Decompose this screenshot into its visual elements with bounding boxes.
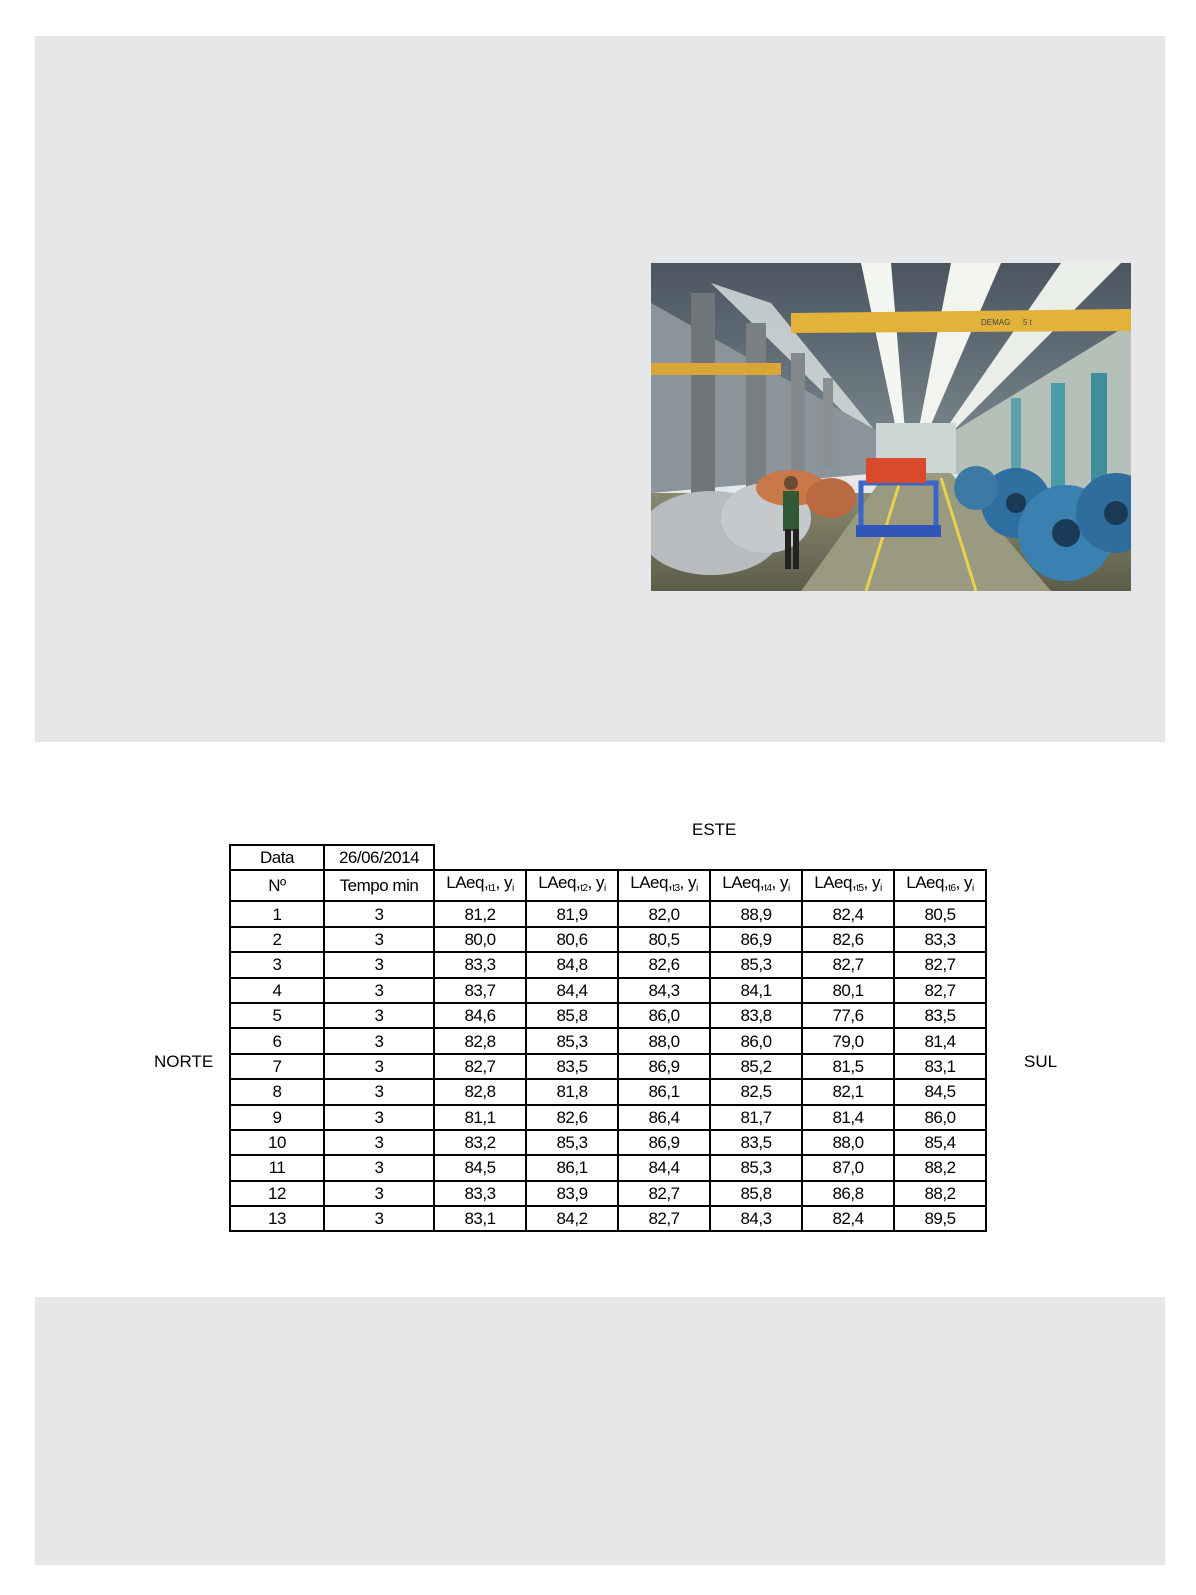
laeq-value-cell: 85,3 [710,1155,802,1180]
col-header-laeq-sub-t: t4 [764,883,772,895]
col-header-laeq-base: LAeq, [446,873,489,893]
laeq-value-cell: 83,5 [526,1054,618,1079]
laeq-value-cell: 85,8 [526,1003,618,1028]
laeq-value-cell: 86,9 [618,1130,710,1155]
laeq-value-cell: 88,2 [894,1155,986,1180]
laeq-value-cell: 84,5 [434,1155,526,1180]
row-number-cell: 10 [230,1130,324,1155]
row-number-cell: 11 [230,1155,324,1180]
table-row [230,1206,986,1231]
col-header-laeq-sub-t: t5 [856,883,864,895]
laeq-value-cell: 80,1 [802,978,894,1003]
laeq-value-cell: 86,1 [526,1155,618,1180]
laeq-value-cell: 83,2 [434,1130,526,1155]
col-header-laeq-y: , y [679,873,696,893]
time-cell: 3 [324,1054,434,1079]
col-header-laeq-y: , y [587,873,604,893]
laeq-value-cell: 83,9 [526,1181,618,1206]
col-header-laeq-y: , y [955,873,972,893]
table-row [230,952,986,977]
laeq-value-cell: 80,0 [434,927,526,952]
col-header-laeq-y: , y [863,873,880,893]
laeq-value-cell: 80,6 [526,927,618,952]
laeq-value-cell: 82,6 [526,1105,618,1130]
laeq-value-cell: 80,5 [618,927,710,952]
laeq-value-cell: 81,2 [434,901,526,926]
col-header-laeq-y: , y [495,873,512,893]
laeq-value-cell: 83,8 [710,1003,802,1028]
row-number-cell: 6 [230,1028,324,1053]
laeq-value-cell: 85,3 [526,1028,618,1053]
laeq-value-cell: 82,6 [618,952,710,977]
laeq-value-cell: 86,8 [802,1181,894,1206]
table-row [230,1028,986,1053]
date-row [230,845,986,870]
table-row [230,1003,986,1028]
time-cell: 3 [324,952,434,977]
noise-measurements-table [229,844,987,1232]
col-header-laeq-sub-i: i [604,883,606,895]
laeq-value-cell: 84,5 [894,1079,986,1104]
time-cell: 3 [324,1079,434,1104]
col-header-time: Tempo min [324,870,434,901]
laeq-value-cell: 86,1 [618,1079,710,1104]
date-value-cell: 26/06/2014 [324,845,434,870]
laeq-value-cell: 85,2 [710,1054,802,1079]
time-cell: 3 [324,1105,434,1130]
col-header-laeq-sub-i: i [880,883,882,895]
laeq-value-cell: 82,6 [802,927,894,952]
col-header-laeq-sub-i: i [788,883,790,895]
table-row [230,927,986,952]
laeq-value-cell: 86,9 [618,1054,710,1079]
col-header-laeq-sub-t: t3 [672,883,680,895]
date-label-cell: Data [230,845,324,870]
row-number-cell: 9 [230,1105,324,1130]
laeq-value-cell: 85,8 [710,1181,802,1206]
laeq-value-cell: 84,6 [434,1003,526,1028]
laeq-value-cell: 82,7 [802,952,894,977]
col-header-laeq-2 [526,870,618,901]
laeq-value-cell: 88,0 [802,1130,894,1155]
laeq-value-cell: 82,4 [802,901,894,926]
time-cell: 3 [324,1028,434,1053]
col-header-laeq-sub-t: t2 [580,883,588,895]
laeq-value-cell: 87,0 [802,1155,894,1180]
laeq-value-cell: 86,0 [618,1003,710,1028]
laeq-value-cell: 82,7 [894,952,986,977]
time-cell: 3 [324,901,434,926]
este-label: ESTE [692,820,737,839]
col-header-laeq-sub-t: t1 [488,883,496,895]
col-header-laeq-5 [802,870,894,901]
time-cell: 3 [324,978,434,1003]
laeq-value-cell: 85,3 [710,952,802,977]
col-header-laeq-sub-t: t6 [948,883,956,895]
laeq-value-cell: 82,8 [434,1028,526,1053]
row-number-cell: 8 [230,1079,324,1104]
row-number-cell: 7 [230,1054,324,1079]
laeq-value-cell: 79,0 [802,1028,894,1053]
blank-cell [434,845,986,870]
col-header-laeq-sub-i: i [972,883,974,895]
laeq-value-cell: 82,5 [710,1079,802,1104]
laeq-value-cell: 84,1 [710,978,802,1003]
laeq-value-cell: 81,4 [894,1028,986,1053]
bottom-gray-panel [35,1297,1165,1565]
laeq-value-cell: 82,7 [894,978,986,1003]
laeq-value-cell: 83,7 [434,978,526,1003]
row-number-cell: 2 [230,927,324,952]
col-header-laeq-3 [618,870,710,901]
laeq-value-cell: 83,3 [434,1181,526,1206]
crane-capacity-label: 5 t [1023,318,1032,327]
laeq-value-cell: 80,5 [894,901,986,926]
time-cell: 3 [324,1181,434,1206]
table-row [230,1054,986,1079]
row-number-cell: 4 [230,978,324,1003]
col-header-laeq-sub-i: i [696,883,698,895]
laeq-value-cell: 86,0 [894,1105,986,1130]
laeq-value-cell: 81,4 [802,1105,894,1130]
row-number-cell: 3 [230,952,324,977]
laeq-value-cell: 84,3 [618,978,710,1003]
col-header-laeq-y: , y [771,873,788,893]
row-number-cell: 1 [230,901,324,926]
laeq-value-cell: 88,2 [894,1181,986,1206]
col-header-laeq-base: LAeq, [538,873,581,893]
laeq-value-cell: 82,8 [434,1079,526,1104]
laeq-value-cell: 83,5 [894,1003,986,1028]
row-number-cell: 13 [230,1206,324,1231]
laeq-value-cell: 82,0 [618,901,710,926]
time-cell: 3 [324,1130,434,1155]
laeq-value-cell: 82,7 [434,1054,526,1079]
laeq-value-cell: 83,5 [710,1130,802,1155]
laeq-value-cell: 86,4 [618,1105,710,1130]
laeq-value-cell: 86,0 [710,1028,802,1053]
col-header-laeq-6 [894,870,986,901]
laeq-value-cell: 81,8 [526,1079,618,1104]
laeq-value-cell: 84,4 [526,978,618,1003]
col-header-no: Nº [230,870,324,901]
table-row [230,901,986,926]
laeq-value-cell: 84,4 [618,1155,710,1180]
laeq-value-cell: 84,8 [526,952,618,977]
laeq-value-cell: 81,7 [710,1105,802,1130]
laeq-value-cell: 85,3 [526,1130,618,1155]
row-number-cell: 5 [230,1003,324,1028]
laeq-value-cell: 81,1 [434,1105,526,1130]
col-header-laeq-base: LAeq, [630,873,673,893]
laeq-value-cell: 86,9 [710,927,802,952]
laeq-value-cell: 82,1 [802,1079,894,1104]
row-number-cell: 12 [230,1181,324,1206]
laeq-value-cell: 83,3 [894,927,986,952]
table-row [230,1130,986,1155]
col-header-laeq-1 [434,870,526,901]
laeq-value-cell: 82,4 [802,1206,894,1231]
laeq-value-cell: 84,3 [710,1206,802,1231]
laeq-value-cell: 88,0 [618,1028,710,1053]
col-header-laeq-base: LAeq, [906,873,949,893]
time-cell: 3 [324,927,434,952]
norte-label: NORTE [154,1052,214,1071]
laeq-value-cell: 82,7 [618,1206,710,1231]
laeq-value-cell: 88,9 [710,901,802,926]
table-row [230,978,986,1003]
time-cell: 3 [324,1003,434,1028]
time-cell: 3 [324,1206,434,1231]
table-row [230,1105,986,1130]
laeq-value-cell: 83,1 [894,1054,986,1079]
laeq-value-cell: 83,3 [434,952,526,977]
factory-photo [651,263,1131,591]
table-row [230,1079,986,1104]
laeq-value-cell: 81,5 [802,1054,894,1079]
laeq-value-cell: 83,1 [434,1206,526,1231]
laeq-value-cell: 82,7 [618,1181,710,1206]
col-header-laeq-4 [710,870,802,901]
laeq-value-cell: 89,5 [894,1206,986,1231]
col-header-laeq-base: LAeq, [814,873,857,893]
header-row [230,870,986,901]
sul-label: SUL [1024,1052,1058,1071]
time-cell: 3 [324,1155,434,1180]
laeq-value-cell: 85,4 [894,1130,986,1155]
laeq-value-cell: 84,2 [526,1206,618,1231]
crane-label: DEMAG [981,318,1011,327]
col-header-laeq-base: LAeq, [722,873,765,893]
table-row [230,1181,986,1206]
laeq-value-cell: 81,9 [526,901,618,926]
laeq-value-cell: 77,6 [802,1003,894,1028]
col-header-laeq-sub-i: i [512,883,514,895]
table-row [230,1155,986,1180]
